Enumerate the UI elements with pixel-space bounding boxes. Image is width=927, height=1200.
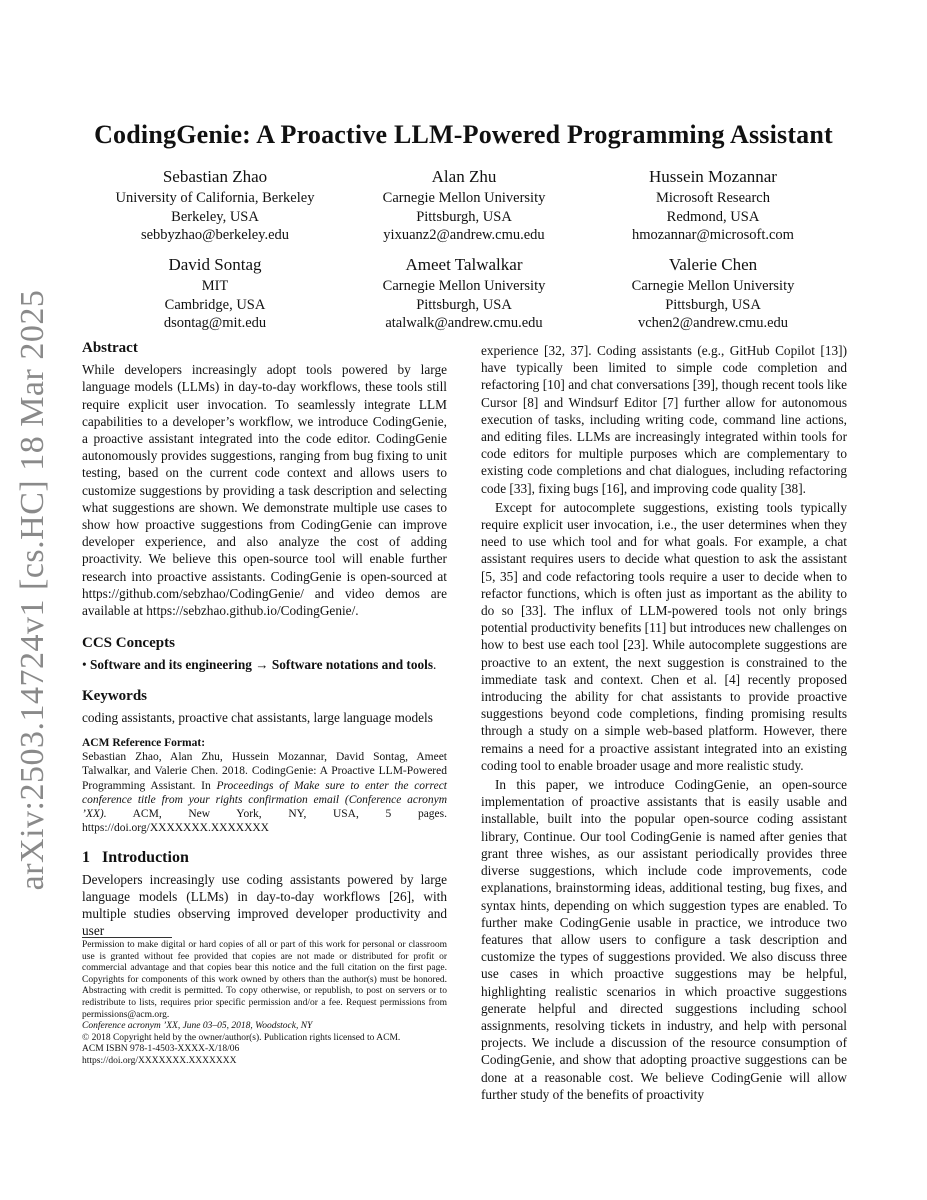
- author-location: Redmond, USA: [666, 208, 760, 225]
- acm-reference-tail: ACM, New York, NY, USA, 5 pages. https://doi.org/XXXXXXX.XXXXXXX: [82, 808, 447, 835]
- author-location: Pittsburgh, USA: [665, 296, 761, 313]
- arxiv-side-stamp: [10, 289, 56, 891]
- author-block-5: [324, 254, 604, 333]
- author-name: Alan Zhu: [431, 167, 497, 186]
- footnote-doi: https://doi.org/XXXXXXX.XXXXXXX: [82, 1055, 237, 1066]
- footnote-copyright: © 2018 Copyright held by the owner/author(s). Publication rights licensed to ACM.: [82, 1032, 401, 1043]
- author-location: Cambridge, USA: [164, 296, 266, 313]
- author-block-3: [573, 166, 853, 245]
- arxiv-identifier: arXiv:2503.14724v1 [cs.HC] 18 Mar 2025: [14, 289, 51, 891]
- introduction-paragraph-3: In this paper, we introduce CodingGenie, an open-source implementation of proactive assistants that is easily usable and installable, built into the popular open-source coding assistant library, Continue. Our tool CodingGenie is named after genies that grant three wishes, as our assistant periodically provides three diverse suggestions, which include code improvements, code explanations, brainstorming ideas, additional testing, bug fixes, and syntax hints, depending on which suggestion types are enabled. To further make CodingGenie usable in practice, we introduce two features that allow users to configure a task description and customize the types of suggestions provided. We also discuss three use cases in which proactive suggestions may be helpful, highlighting realistic scenarios in which proactive suggestions generate helpful and directed suggestions including school assignments, resolving tickets in industry, and help with personal projects. We include a discussion of the resource consumption of CodingGenie, and show that adopting proactive suggestions can be done at a reasonable cost. We believe CodingGenie will allow further study of the benefits of proactivity: [481, 777, 847, 1102]
- author-email: hmozannar@microsoft.com: [632, 227, 794, 243]
- author-block-4: [75, 254, 355, 333]
- author-affiliation: MIT: [201, 278, 229, 294]
- right-column: [481, 342, 847, 1103]
- paper-title: CodingGenie: A Proactive LLM-Powered Programming Assistant: [94, 120, 833, 149]
- author-affiliation: Microsoft Research: [656, 190, 770, 206]
- author-email: sebbyzhao@berkeley.edu: [140, 227, 290, 243]
- ccs-heading: CCS Concepts: [82, 635, 175, 652]
- abstract-heading: Abstract: [82, 340, 138, 356]
- author-block-1: [75, 166, 355, 245]
- author-email: dsontag@mit.edu: [163, 315, 267, 331]
- introduction-heading: 1 Introduction: [82, 849, 189, 867]
- footnote-permission: Permission to make digital or hard copies of all or part of this work for personal or classroom use is granted without fee provided that copies are not made or distributed for profit or commercial advantage and that copies bear this notice and the full citation on the first page. Copyrights for components of this work owned by others than the author(s) must be honored. Abstracting with credit is permitted. To copy otherwise, or republish, to post on servers or to redistribute to lists, requires prior specific permission and/or a fee. Request permissions from permissions@acm.org.: [82, 940, 447, 1020]
- introduction-paragraph-1-cont: experience [32, 37]. Coding assistants (e.g., GitHub Copilot [13]) have typically been limited to simple code completion and refactoring [10] and chat conversations [39], though recent tools like Cursor [8] and Windsurf Editor [7] further allow for autonomous execution of tasks, including writing code, command line actions, and editing files. LLMs are increasingly integrated within tools for code editors for multiple purposes which are complementary to existing code completions and chat dialogues, including refactoring code [33], fixing bugs [16], and improving code quality [38].: [481, 343, 847, 496]
- footnote-isbn: ACM ISBN 978-1-4503-XXXX-X/18/06: [82, 1044, 240, 1055]
- introduction-paragraph-2: Except for autocomplete suggestions, existing tools typically require explicit user invocation, i.e., the user determines when they need to use which tool and for what goals. For example, a chat assistant requires users to decide what question to ask the assistant [5, 35] and code refactoring tools require a user to decide when to refactor functions, which is often just as important as the ability to do so [33]. The influx of LLM-powered tools not only brings potential productivity benefits [11] but introduces new challenges on how to best use each tool [23]. While autocomplete suggestions are proactive to an extent, the next suggestion is constrained to the immediate task and context. Chen et al. [4] recently proposed introducing the ability for chat assistants to provide proactive suggestions beyond code completions, finding promising results through a study on a simple web-based platform. However, there remains a need for a proactive assistant integrated into an existing coding tool to enable broader usage and more realistic study.: [481, 499, 847, 773]
- ccs-concept: Software and its engineering: [89, 657, 252, 673]
- abstract-text: While developers increasingly adopt tools powered by large language models (LLMs) in day-to-day workflows, these tools still require explicit user invocation. To seamlessly integrate LLM capabilities to a developer’s workflow, we introduce CodingGenie, a proactive assistant integrated into the code editor. CodingGenie autonomously provides suggestions, ranging from bug fixing to unit testing, based on the current code context and allows users to customize suggestions by providing a task description and selecting what suggestions are shown. We demonstrate multiple use cases to show how proactive suggestions from CodingGenie can improve developer experience, and also analyze the cost of adding proactivity. We believe this open-source tool will enable further research into proactive assistants. CodingGenie is open-sourced at https://github.com/sebzhao/CodingGenie/ and video demos are available at https://sebzhao.github.io/CodingGenie/.: [82, 362, 447, 619]
- ccs-concepts: [82, 656, 447, 673]
- author-name: Ameet Talwalkar: [405, 255, 523, 274]
- author-affiliation: University of California, Berkeley: [115, 190, 315, 206]
- ccs-sub-concept: Software notations and tools: [271, 657, 434, 673]
- footnote: [82, 940, 447, 1068]
- author-email: vchen2@andrew.cmu.edu: [637, 315, 789, 331]
- introduction-paragraph-1-start: Developers increasingly use coding assistants powered by large language models (LLMs) in day-to-day workflows [26], with multiple studies observing improved developer productivity and user: [82, 871, 447, 939]
- author-affiliation: Carnegie Mellon University: [382, 190, 546, 206]
- author-name: Sebastian Zhao: [162, 167, 268, 186]
- author-block-6: [573, 254, 853, 333]
- left-column: [82, 340, 447, 940]
- author-name: David Sontag: [168, 255, 262, 274]
- author-block-2: [324, 166, 604, 245]
- footnote-conference: Conference acronym ’XX, June 03–05, 2018, Woodstock, NY: [82, 1021, 313, 1032]
- ccs-arrow: →: [255, 657, 269, 673]
- author-email: yixuanz2@andrew.cmu.edu: [383, 227, 545, 243]
- ccs-bullet: •: [82, 657, 87, 673]
- author-location: Pittsburgh, USA: [416, 296, 512, 313]
- author-affiliation: Carnegie Mellon University: [382, 278, 546, 294]
- ccs-tail: .: [433, 657, 437, 673]
- author-email: atalwalk@andrew.cmu.edu: [385, 315, 543, 331]
- footnote-rule: [82, 937, 172, 938]
- acm-reference-authors: Sebastian Zhao, Alan Zhu, Hussein Mozannar, David Sontag, Ameet Talwalkar, and Valerie Chen. 2018. CodingGenie: A Proactive LLM-Powered Programming Assistant. In: [82, 751, 447, 792]
- acm-reference-label: ACM Reference Format:: [82, 737, 206, 750]
- keywords-heading: Keywords: [82, 687, 147, 704]
- author-name: Valerie Chen: [668, 255, 758, 274]
- keywords-text: coding assistants, proactive chat assistants, large language models: [82, 709, 433, 725]
- author-location: Berkeley, USA: [171, 208, 259, 225]
- author-name: Hussein Mozannar: [649, 167, 777, 186]
- author-affiliation: Carnegie Mellon University: [631, 278, 795, 294]
- author-location: Pittsburgh, USA: [416, 208, 512, 225]
- acm-reference-venue: Proceedings of Make sure to enter the correct conference title from your rights confirmation email (Conference acronym ’XX).: [82, 779, 447, 821]
- acm-reference: [82, 736, 447, 835]
